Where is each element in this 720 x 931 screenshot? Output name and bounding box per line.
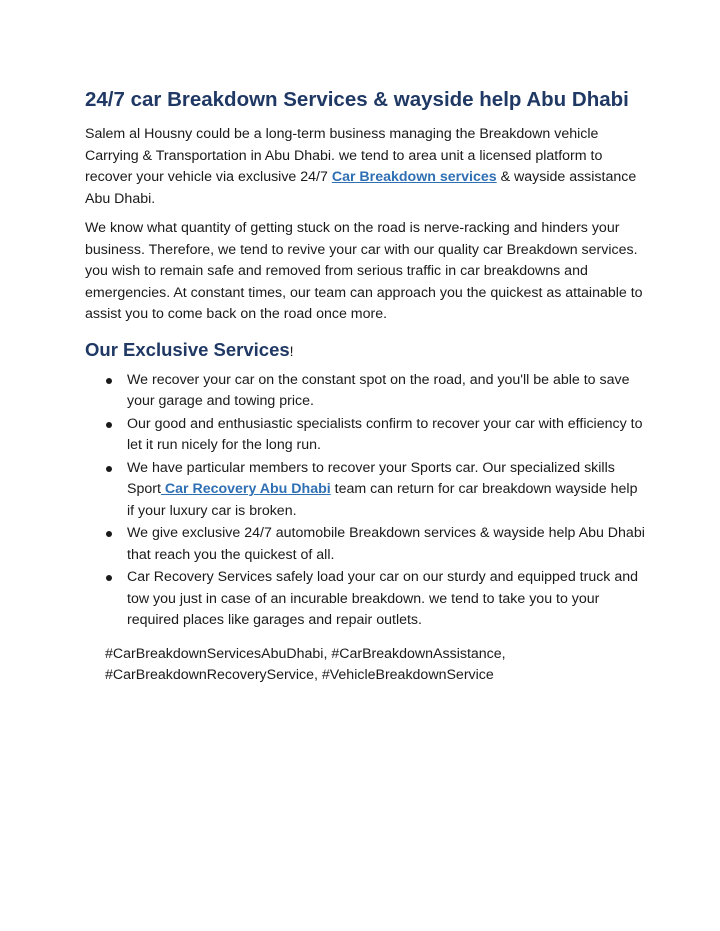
document-content <box>85 86 645 687</box>
bullet-icon <box>106 378 112 384</box>
list-item <box>85 414 645 457</box>
bullet-icon <box>106 575 112 581</box>
list-item-text-after-link: team can return for car breakdown wayside help if your luxury car is broken. <box>127 481 638 519</box>
intro-text-before-link: Salem al Housny could be a long-term business managing the Breakdown vehicle Carrying & Transportation in Abu Dhabi. we tend to area unit a licensed platform to recover your vehicle via exclusive 24/7 <box>85 126 603 185</box>
section-heading-suffix: ! <box>289 342 294 359</box>
list-item <box>85 523 645 566</box>
list-item <box>85 567 645 632</box>
section-heading <box>85 337 645 364</box>
services-list <box>85 370 645 632</box>
bullet-icon <box>106 422 112 428</box>
intro-paragraph <box>85 124 645 210</box>
list-item <box>85 370 645 413</box>
list-item-text: Car Recovery Services safely load your car on our sturdy and equipped truck and tow you just in case of an incurable breakdown. we tend to take you to your required places like garages and repair outlets. <box>127 569 639 628</box>
intro-text-after-link: & wayside assistance Abu Dhabi. <box>85 169 637 207</box>
bullet-icon <box>106 466 112 472</box>
list-item-text-before-link: We have particular members to recover your Sports car. Our specialized skills Sport <box>127 459 615 497</box>
section-heading-text: Our Exclusive Services <box>85 338 290 360</box>
second-paragraph: We know what quantity of getting stuck on the road is nerve-racking and hinders your business. Therefore, we tend to revive your car with our quality car Breakdown services. you wish to remain safe and removed from serious traffic in car breakdowns and emergencies. At constant times, our team can approach you the quickest as attainable to assist you to come back on the road once more. <box>85 220 643 322</box>
list-item-text: We recover your car on the constant spot on the road, and you'll be able to save your garage and towing price. <box>127 371 630 409</box>
bullet-icon <box>106 531 112 537</box>
list-item-text: We give exclusive 24/7 automobile Breakdown services & wayside help Abu Dhabi that reach you the quickest of all. <box>127 525 645 563</box>
list-item-text: Our good and enthusiastic specialists confirm to recover your car with efficiency to let it run nicely for the long run. <box>127 415 643 453</box>
car-recovery-abu-dhabi-link[interactable]: Car Recovery Abu Dhabi <box>160 481 331 497</box>
list-item <box>85 458 645 523</box>
car-breakdown-services-link[interactable]: Car Breakdown services <box>331 169 497 185</box>
page-title: 24/7 car Breakdown Services & wayside help Abu Dhabi <box>85 88 629 111</box>
hashtags: #CarBreakdownServicesAbuDhabi, #CarBreakdownAssistance, #CarBreakdownRecoveryService, #VehicleBreakdownService <box>105 645 506 683</box>
